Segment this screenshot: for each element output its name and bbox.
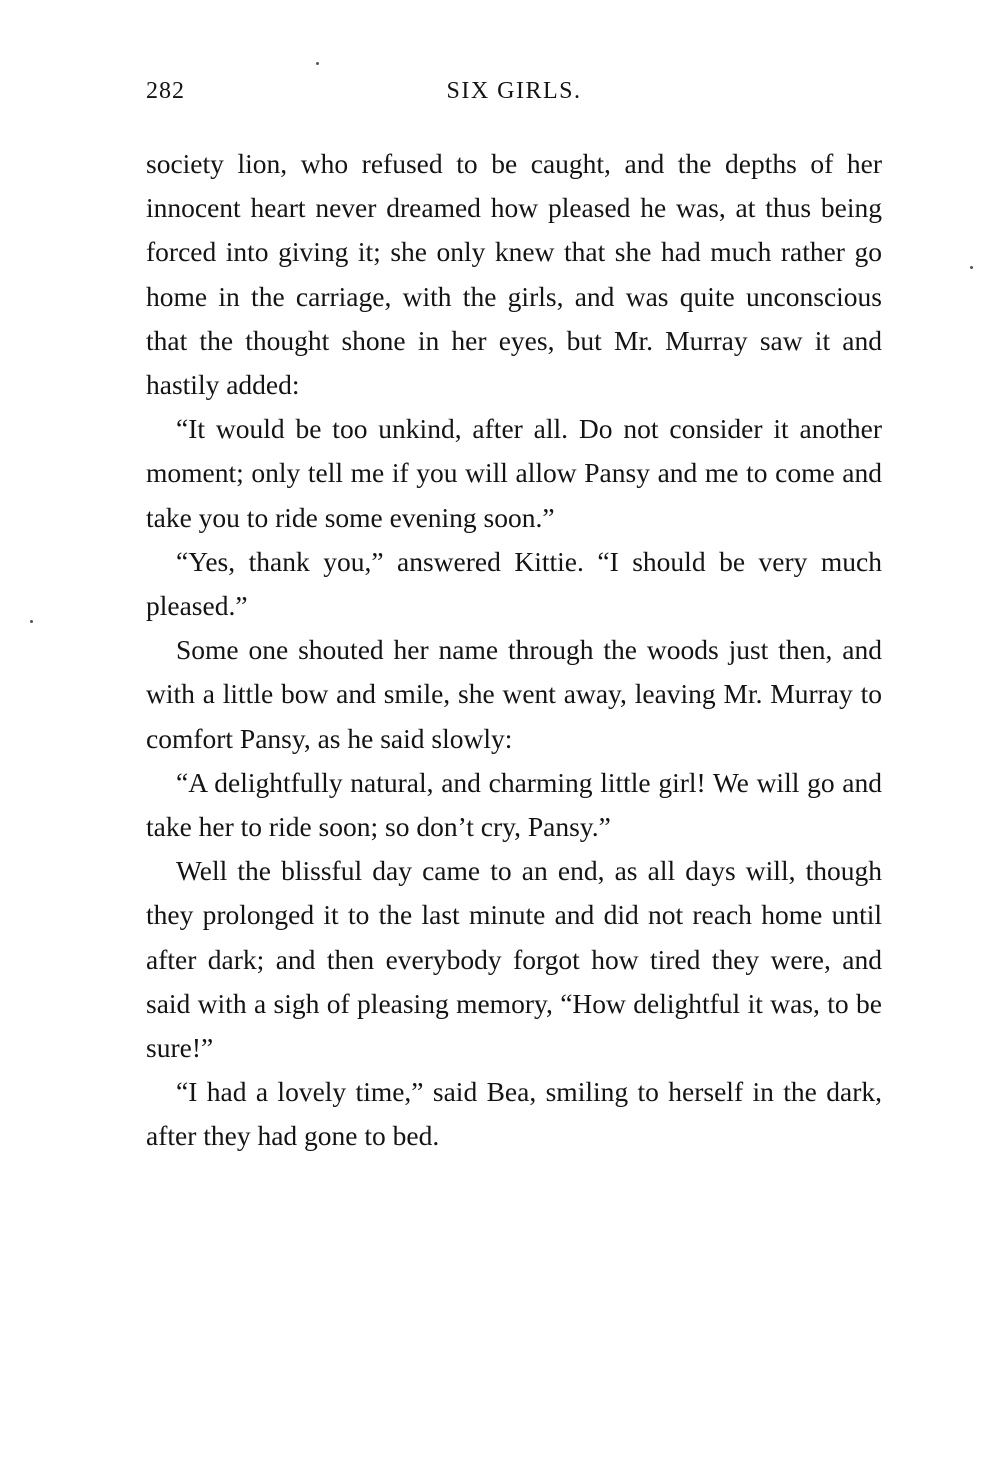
running-title: SIX GIRLS. bbox=[446, 78, 582, 104]
paragraph: Some one shouted her name through the woods just then, and with a little bow and smile, she went away, leaving Mr. Murray to comfort Pansy, as he said slowly: bbox=[146, 634, 882, 754]
paragraph: “Yes, thank you,” answered Kittie. “I should be very much pleased.” bbox=[146, 545, 882, 622]
page-body bbox=[146, 142, 882, 1159]
scan-speck bbox=[970, 266, 973, 269]
paragraph: “I had a lovely time,” said Bea, smiling to herself in the dark, after they had gone to bed. bbox=[146, 1076, 882, 1152]
paragraph: “It would be too unkind, after all. Do not consider it another moment; only tell me if you will allow Pansy and me to come and take you to ride some evening soon.” bbox=[146, 413, 882, 533]
scan-speck bbox=[30, 620, 33, 623]
scan-speck bbox=[316, 62, 319, 65]
page-number: 282 bbox=[146, 78, 185, 104]
paragraph: Well the blissful day came to an end, as all days will, though they prolonged it to the last minute and did not reach home until after dark; and then everybody forgot how tired they were, and said with a sigh of pleasing memory, “How delightful it was, to be sure!” bbox=[146, 855, 882, 1064]
page-header bbox=[146, 78, 882, 118]
paragraph-continued: society lion, who refused to be caught, and the depths of her innocent heart never dreamed how pleased he was, at thus being forced into giving it; she only knew that she had much rather go home in the carriage, with the girls, and was quite unconscious that the thought shone in her eyes, but Mr. Murray saw it and hastily added: bbox=[146, 148, 882, 401]
paragraph: “A delightfully natural, and charming little girl! We will go and take her to ride soon; so don’t cry, Pansy.” bbox=[146, 766, 882, 843]
